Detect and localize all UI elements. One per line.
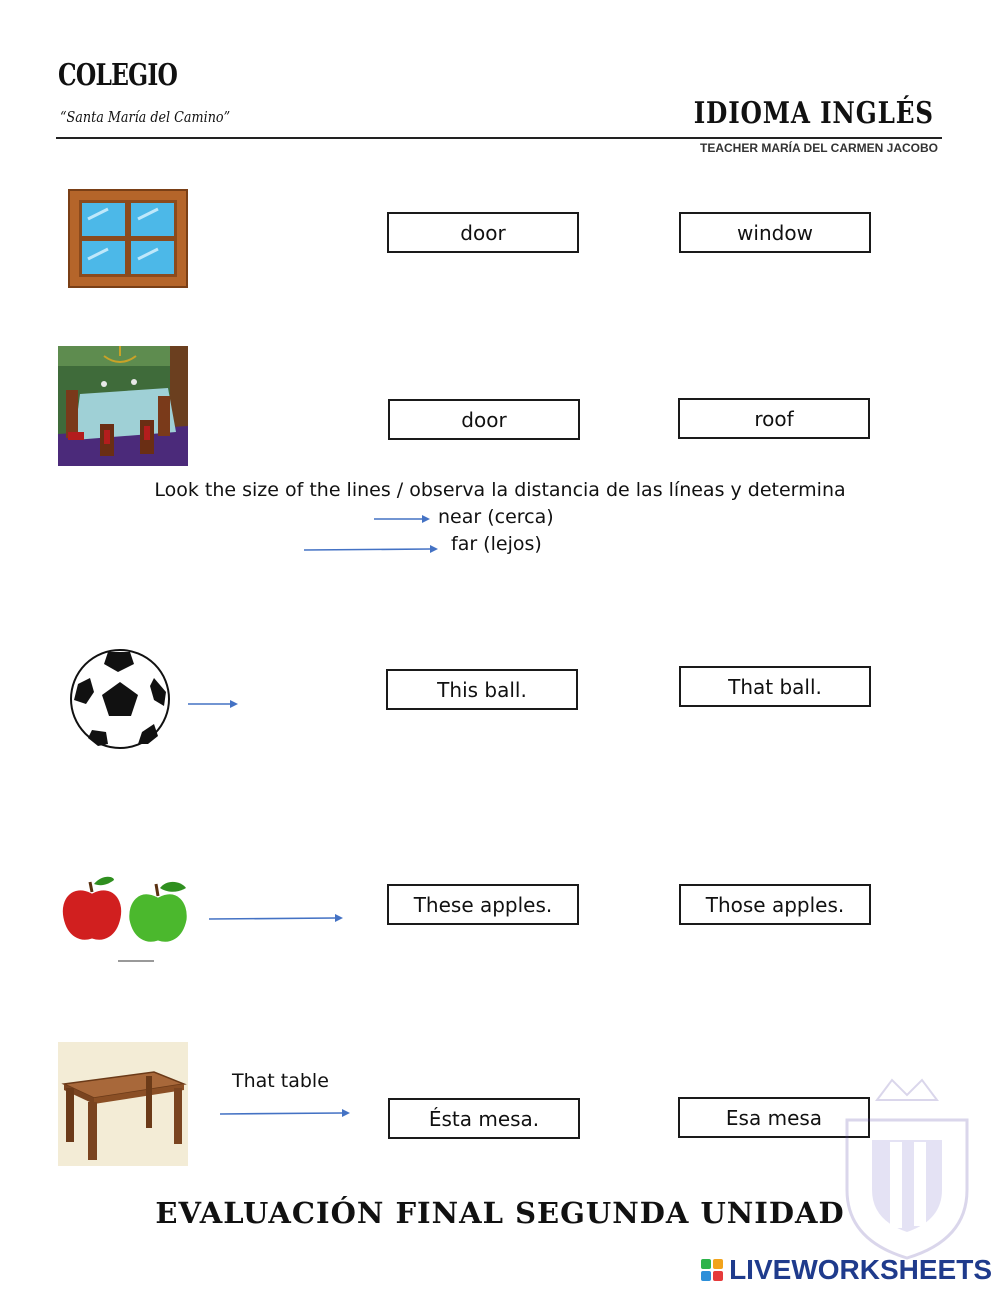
liveworksheets-logo-icon [701, 1259, 723, 1281]
q1-option-window[interactable]: window [679, 212, 871, 253]
q1-option-door[interactable]: door [387, 212, 579, 253]
apples-picture [56, 872, 200, 966]
window-picture [68, 189, 188, 288]
q5-option-esta-mesa[interactable]: Ésta mesa. [388, 1098, 580, 1139]
q3-option-that-ball[interactable]: That ball. [679, 666, 871, 707]
short-arrow-icon [372, 512, 432, 526]
q3-option-this-ball[interactable]: This ball. [386, 669, 578, 710]
q4-option-these-apples[interactable]: These apples. [387, 884, 579, 925]
table-note: That table [232, 1070, 329, 1092]
near-label: near (cerca) [438, 506, 554, 528]
q5-option-esa-mesa[interactable]: Esa mesa [678, 1097, 870, 1138]
soccer-ball-picture [68, 648, 172, 750]
long-arrow-icon [302, 542, 442, 556]
table-picture [58, 1042, 188, 1166]
school-crest-watermark [832, 1070, 982, 1260]
liveworksheets-brand[interactable] [701, 1254, 992, 1286]
brand-name: LIVEWORKSHEETS [729, 1254, 992, 1285]
teacher-name: TEACHER MARÍA DEL CARMEN JACOBO [699, 141, 938, 155]
school-subtitle: “Santa María del Camino” [60, 108, 231, 126]
ball-arrow-icon [186, 697, 240, 711]
school-name: COLEGIO [58, 58, 178, 93]
header-divider [56, 137, 942, 139]
q2-option-roof[interactable]: roof [678, 398, 870, 439]
apples-arrow-icon [207, 911, 347, 925]
instruction-text: Look the size of the lines / observa la distancia de las líneas y determina [154, 479, 846, 501]
q2-option-door[interactable]: door [388, 399, 580, 440]
subject-title: IDIOMA INGLÉS [693, 96, 934, 131]
far-label: far (lejos) [451, 533, 542, 555]
footer-title: EVALUACIÓN FINAL SEGUNDA UNIDAD [155, 1196, 845, 1230]
dining-room-picture [58, 346, 188, 466]
table-arrow-icon [218, 1106, 356, 1120]
q4-option-those-apples[interactable]: Those apples. [679, 884, 871, 925]
